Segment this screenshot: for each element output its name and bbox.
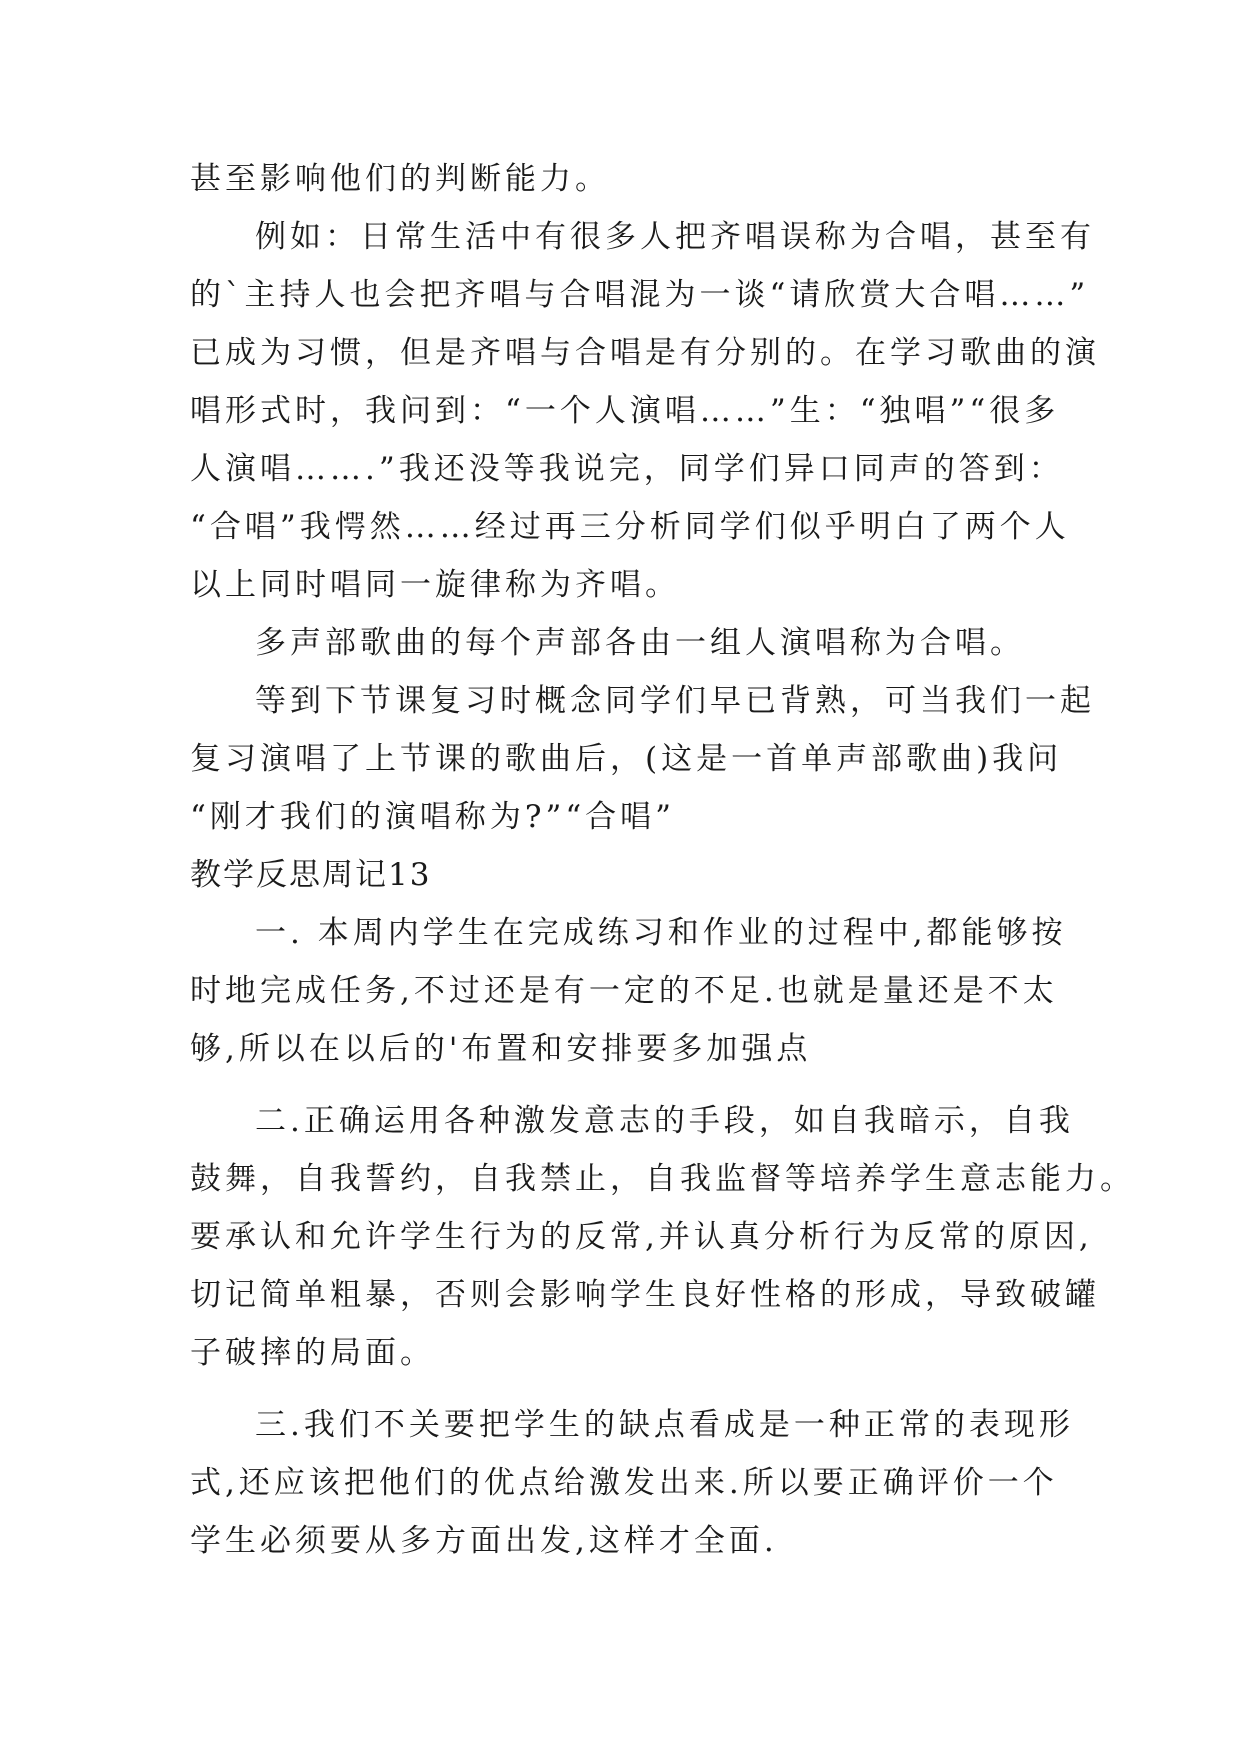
text-line: 学生必须要从多方面出发,这样才全面. xyxy=(190,1523,778,1559)
section-heading: 教学反思周记13 xyxy=(190,857,432,893)
text-line: 一. 本周内学生在完成练习和作业的过程中,都能够按 xyxy=(255,915,1067,951)
text-line: 三.我们不关要把学生的缺点看成是一种正常的表现形 xyxy=(255,1407,1074,1443)
paragraph-gap xyxy=(190,1078,1050,1092)
text-line: 要承认和允许学生行为的反常,并认真分析行为反常的原因, xyxy=(190,1219,1093,1255)
text-line: 鼓舞，自我誓约，自我禁止，自我监督等培养学生意志能力。 xyxy=(190,1161,1135,1197)
text-line: 已成为习惯，但是齐唱与合唱是有分别的。在学习歌曲的演 xyxy=(190,335,1100,371)
text-line: 甚至影响他们的判断能力。 xyxy=(190,161,610,197)
paragraph-point-one xyxy=(190,904,1067,1078)
paragraph-point-three xyxy=(190,1396,1074,1570)
text-line: 时地完成任务,不过还是有一定的不足.也就是量还是不太 xyxy=(190,973,1058,1009)
paragraph-definition xyxy=(190,614,1050,672)
paragraph-continuation xyxy=(190,150,1050,208)
text-line: 多声部歌曲的每个声部各由一组人演唱称为合唱。 xyxy=(255,625,1025,661)
text-line: “合唱”我愕然……经过再三分析同学们似乎明白了两个人 xyxy=(190,509,1070,545)
text-line: 的`主持人也会把齐唱与合唱混为一谈“请欣赏大合唱……” xyxy=(190,277,1090,313)
text-line: 子破摔的局面。 xyxy=(190,1335,435,1371)
text-line: 人演唱…….”我还没等我说完，同学们异口同声的答到： xyxy=(190,451,1064,487)
paragraph-example xyxy=(190,208,1100,614)
paragraph-review xyxy=(190,672,1095,846)
text-line: 二.正确运用各种激发意志的手段，如自我暗示，自我 xyxy=(255,1103,1074,1139)
text-line: “刚才我们的演唱称为?”“合唱” xyxy=(190,799,676,835)
paragraph-gap xyxy=(190,1382,1050,1396)
text-line: 够,所以在以后的'布置和安排要多加强点 xyxy=(190,1031,812,1067)
text-line: 复习演唱了上节课的歌曲后，(这是一首单声部歌曲)我问 xyxy=(190,741,1063,777)
text-line: 唱形式时，我问到：“一个人演唱……”生：“独唱”“很多 xyxy=(190,393,1060,429)
text-line: 以上同时唱同一旋律称为齐唱。 xyxy=(190,567,680,603)
text-line: 切记简单粗暴，否则会影响学生良好性格的形成，导致破罐 xyxy=(190,1277,1100,1313)
document-page xyxy=(190,150,1135,1570)
text-line: 等到下节课复习时概念同学们早已背熟，可当我们一起 xyxy=(255,683,1095,719)
text-line: 例如：日常生活中有很多人把齐唱误称为合唱，甚至有 xyxy=(255,219,1095,255)
text-line: 式,还应该把他们的优点给激发出来.所以要正确评价一个 xyxy=(190,1465,1058,1501)
paragraph-point-two xyxy=(190,1092,1135,1382)
